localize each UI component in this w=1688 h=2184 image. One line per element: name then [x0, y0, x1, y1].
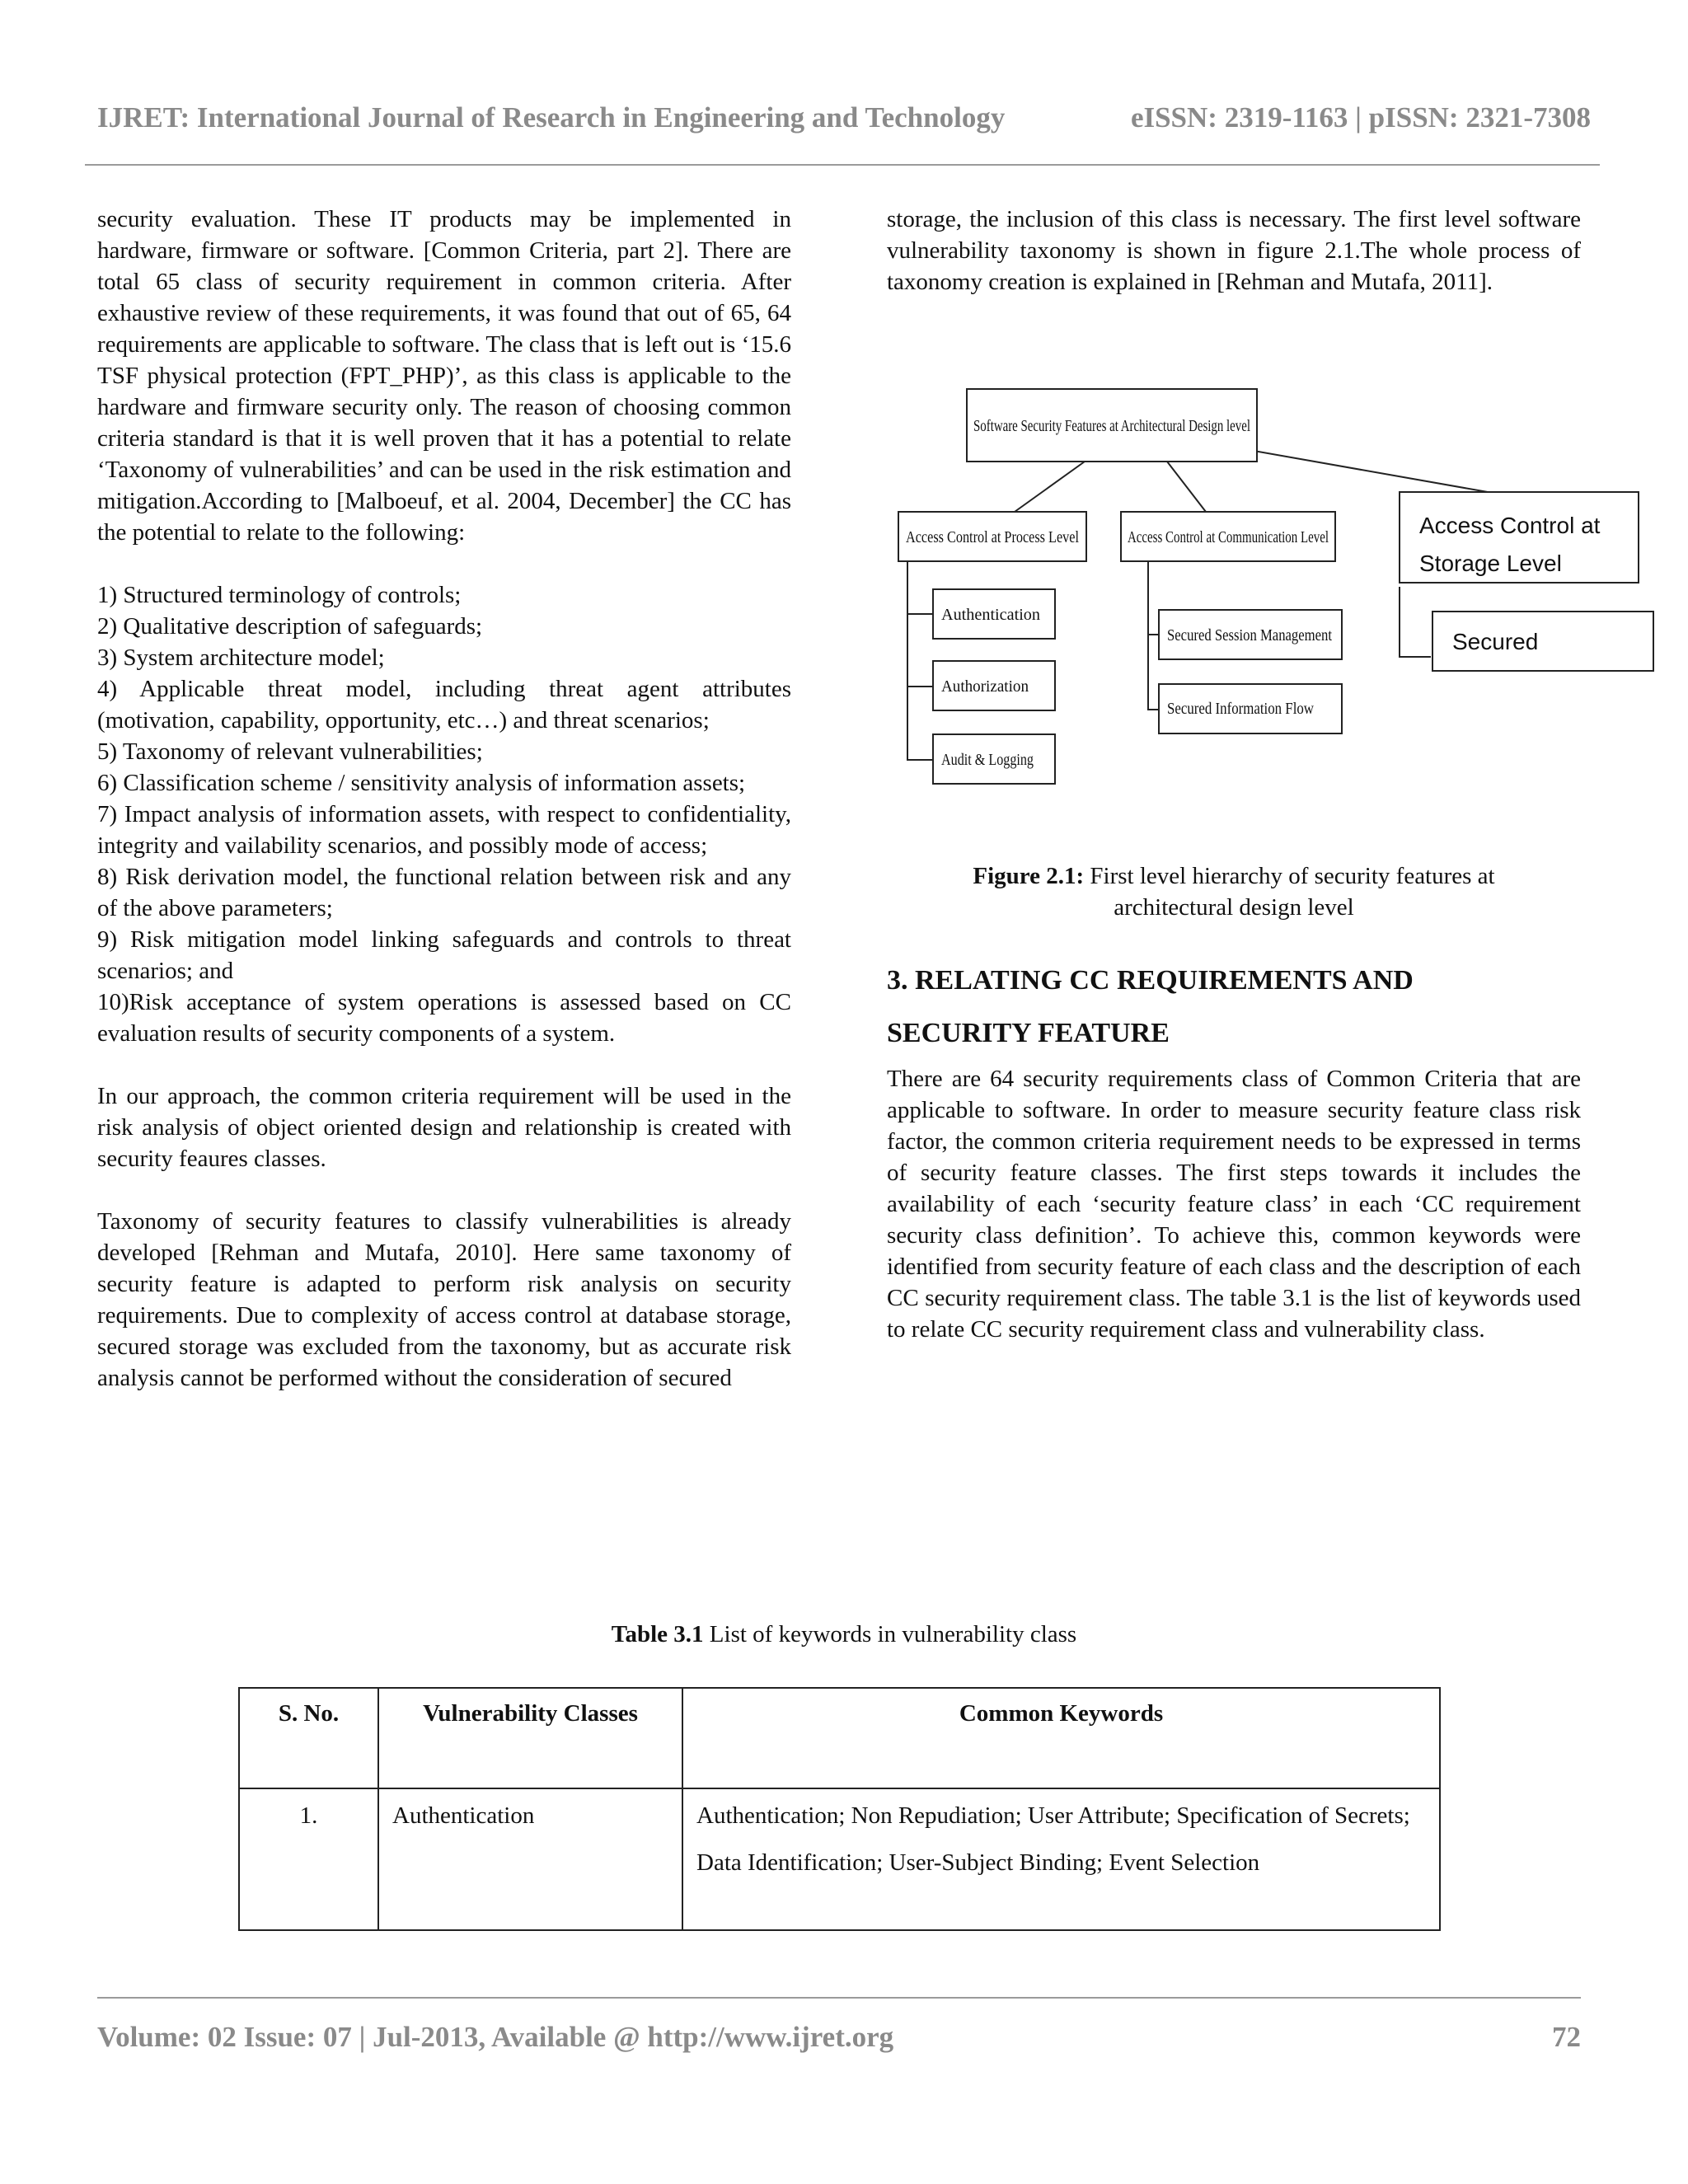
list-item: 3) System architecture model;	[97, 644, 385, 671]
table-caption	[0, 1619, 1688, 1650]
list-item: 6) Classification scheme / sensitivity analysis of information assets;	[97, 770, 746, 796]
connector-storage-tree	[1400, 587, 1431, 657]
section-heading-line1: 3. RELATING CC REQUIREMENTS AND	[887, 965, 1414, 996]
list-item: 2) Qualitative description of safeguards;	[97, 613, 483, 640]
table-caption-text: List of keywords in vulnerability class	[703, 1621, 1077, 1647]
list-item: 10)Risk acceptance of system operations is assessed based on CC evaluation results of security components of a system.	[97, 989, 791, 1047]
section-heading-line2: SECURITY FEATURE	[887, 1018, 1170, 1048]
table-row	[239, 1788, 1440, 1930]
figure-caption-label: Figure 2.1:	[973, 863, 1085, 889]
node-authentication-label: Authentication	[941, 606, 1040, 624]
list-item: 9) Risk mitigation model linking safeguards and controls to threat scenarios; and	[97, 926, 791, 984]
table-header-row	[239, 1688, 1440, 1788]
list-item: 7) Impact analysis of information assets, with respect to confidentiality, integrity and vailability scenarios, and possibly mode of access;	[97, 801, 791, 859]
list-item: 8) Risk derivation model, the functional relation between risk and any of the above parameters;	[97, 864, 791, 921]
running-header	[97, 97, 1591, 138]
cell-keywords: Authentication; Non Repudiation; User Attribute; Specification of Secrets; Data Identification; User-Subject Binding; Event Selection	[682, 1788, 1440, 1930]
footer-rule	[97, 1997, 1581, 1999]
section-body: There are 64 security requirements class of Common Criteria that are applicable to software. In order to measure security feature class risk factor, the common criteria requirement needs to be expressed in terms of security feature classes. The first steps towards it includes the availability of each ‘security feature class’ in each ‘CC requirement security class definition’. To achieve this, common keywords were identified from security feature of each class and the description of each CC security requirement class. The table 3.1 is the list of keywords used to relate CC security requirement class and vulnerability class.	[887, 1066, 1581, 1343]
figure-caption-text: First level hierarchy of security features at	[1084, 863, 1495, 889]
journal-title: IJRET: International Journal of Research in Engineering and Technology	[97, 101, 1006, 134]
connector-root-process	[1015, 462, 1085, 512]
running-footer	[97, 2017, 1581, 2058]
security-features-diagram	[887, 367, 1678, 812]
footer-volume: Volume: 02 Issue: 07 | Jul-2013, Available @ http://www.ijret.org	[97, 2021, 894, 2053]
connector-process-tree	[907, 561, 932, 760]
right-column	[887, 204, 1581, 298]
section-heading	[887, 954, 1581, 1060]
node-audit-logging-label: Audit & Logging	[941, 751, 1034, 769]
list-item: 4) Applicable threat model, including threat agent attributes (motivation, capability, opportunity, etc…) and threat scenarios;	[97, 676, 791, 733]
cell-sno: 1.	[239, 1788, 378, 1930]
list-item: 1) Structured terminology of controls;	[97, 582, 462, 608]
node-secured-session-label: Secured Session Management	[1167, 626, 1333, 644]
cc-relations-list	[97, 579, 791, 1049]
node-storage-label-line1: Access Control at	[1419, 513, 1601, 538]
node-secured-info-flow-label: Secured Information Flow	[1167, 700, 1315, 718]
header-common-keywords: Common Keywords	[682, 1688, 1440, 1788]
figure-caption-text-line2: architectural design level	[1114, 894, 1354, 921]
header-vulnerability-classes: Vulnerability Classes	[378, 1688, 682, 1788]
node-communication-level-label: Access Control at Communication Level	[1128, 528, 1329, 546]
cell-vulnerability-class: Authentication	[378, 1788, 682, 1930]
node-root-label: Software Security Features at Architectural Design level	[973, 417, 1251, 435]
list-item: 5) Taxonomy of relevant vulnerabilities;	[97, 738, 483, 765]
header-sno: S. No.	[239, 1688, 378, 1788]
node-secured-label: Secured	[1452, 629, 1539, 654]
connector-root-storage	[1254, 451, 1502, 494]
paragraph-approach: In our approach, the common criteria requirement will be used in the risk analysis of object oriented design and relationship is created with security feaures classes.	[97, 1083, 791, 1172]
node-process-level-label: Access Control at Process Level	[906, 528, 1080, 546]
table-caption-label: Table 3.1	[611, 1621, 704, 1647]
figure-caption	[887, 860, 1581, 923]
journal-issn: eISSN: 2319-1163 | pISSN: 2321-7308	[1130, 101, 1591, 134]
connector-root-communication	[1167, 462, 1206, 512]
node-authorization-label: Authorization	[941, 677, 1029, 696]
paragraph-storage: storage, the inclusion of this class is necessary. The first level software vulnerability taxonomy is shown in figure 2.1.The whole process of taxonomy creation is explained in [Rehman and Mutafa, 2011].	[887, 206, 1581, 295]
keywords-table	[238, 1687, 1441, 1931]
node-storage-label-line2: Storage Level	[1419, 551, 1562, 576]
header-rule	[85, 164, 1600, 166]
left-column	[97, 204, 791, 1394]
paragraph-taxonomy: Taxonomy of security features to classify vulnerabilities is already developed [Rehman and Mutafa, 2010]. Here same taxonomy of security feature is adapted to perform risk analysis on security requirements. Due to complexity of access control at database storage, secured storage was excluded from the taxonomy, but as accurate risk analysis cannot be performed without the consideration of secured	[97, 1208, 791, 1391]
paragraph-cc-intro: security evaluation. These IT products may be implemented in hardware, firmware or software. [Common Criteria, part 2]. There are total 65 class of security requirement in common criteria. After exhaustive review of these requirements, it was found that out of 65, 64 requirements are applicable to software. The class that is left out is ‘15.6 TSF physical protection (FPT_PHP)’, as this class is applicable to the hardware and firmware security only. The reason of choosing common criteria standard is that it is well proven that it has a potential to relate ‘Taxonomy of vulnerabilities’ and can be used in the risk estimation and mitigation.According to [Malboeuf, et al. 2004, December] the CC has the potential to relate to the following:	[97, 206, 791, 546]
page-number: 72	[1552, 2021, 1581, 2053]
